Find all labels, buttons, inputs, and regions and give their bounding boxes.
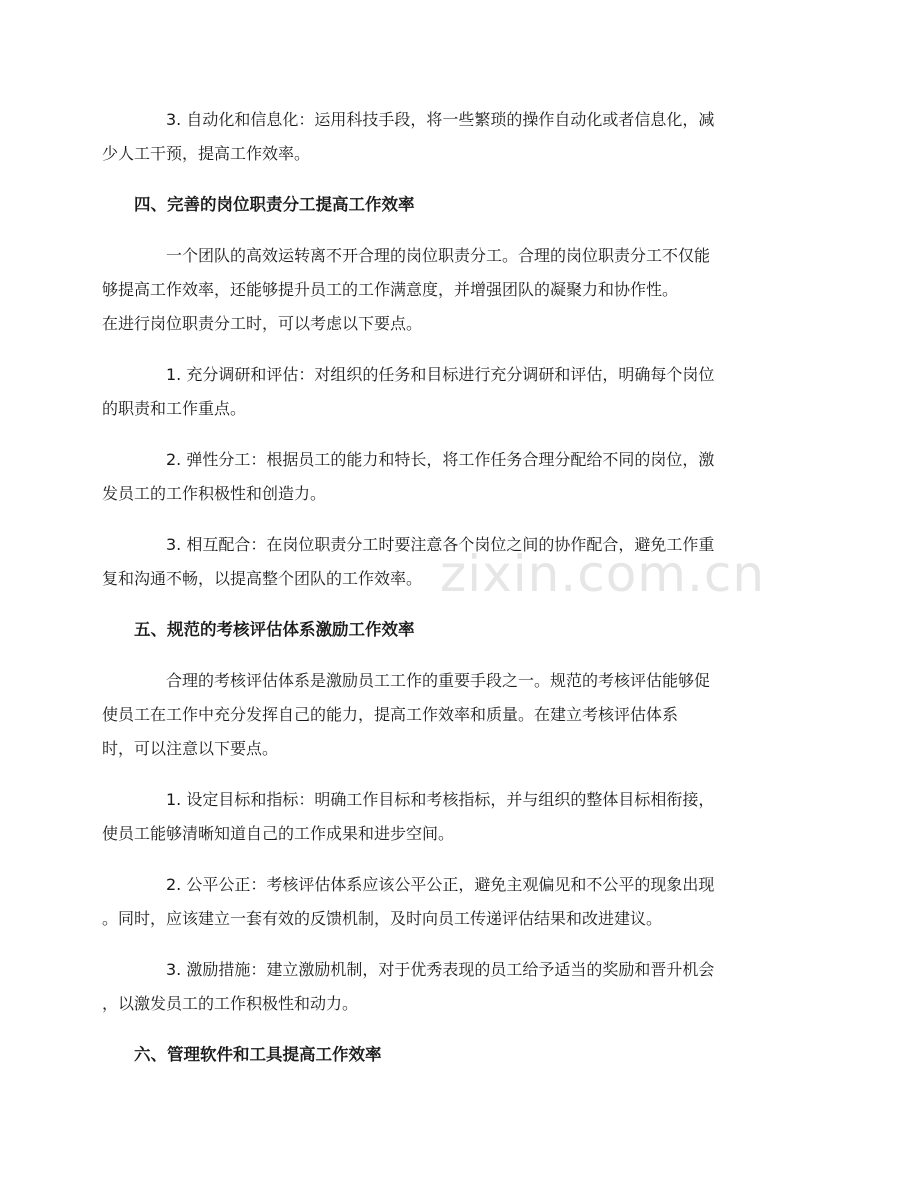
text-line: 3. 激励措施：建立激励机制，对于优秀表现的员工给予适当的奖励和晋升机会 <box>166 960 715 979</box>
text-line: 复和沟通不畅，以提高整个团队的工作效率。 <box>102 569 423 588</box>
text-line: 时，可以注意以下要点。 <box>102 739 279 758</box>
paragraph <box>102 103 788 171</box>
text-line: 1. 充分调研和评估：对组织的任务和目标进行充分调研和评估，明确每个岗位 <box>166 365 715 384</box>
text-line: 五、规范的考核评估体系激励工作效率 <box>134 620 415 639</box>
text-line: 使员工能够清晰知道自己的工作成果和进步空间。 <box>102 824 455 843</box>
section-heading <box>134 188 788 222</box>
text-line: 2. 公平公正：考核评估体系应该公平公正，避免主观偏见和不公平的现象出现 <box>166 875 715 894</box>
text-line: 少人工干预，提高工作效率。 <box>102 144 311 163</box>
text-line: 发员工的工作积极性和创造力。 <box>102 484 327 503</box>
text-line: 在进行岗位职责分工时，可以考虑以下要点。 <box>102 314 423 333</box>
paragraph <box>102 783 788 851</box>
paragraph <box>102 358 788 426</box>
text-line: 一个团队的高效运转离不开合理的岗位职责分工。合理的岗位职责分工不仅能 <box>166 246 711 265</box>
text-line: 3. 相互配合：在岗位职责分工时要注意各个岗位之间的协作配合，避免工作重 <box>166 535 715 554</box>
watermark: zixin.com.cn <box>440 545 766 603</box>
paragraph <box>102 953 788 1021</box>
text-line: 2. 弹性分工：根据员工的能力和特长，将工作任务合理分配给不同的岗位，激 <box>166 450 715 469</box>
text-line: 六、管理软件和工具提高工作效率 <box>134 1045 382 1064</box>
paragraph <box>102 239 788 341</box>
text-line: 。同时，应该建立一套有效的反馈机制，及时向员工传递评估结果和改进建议。 <box>102 909 663 928</box>
section-heading <box>134 613 788 647</box>
text-line: 使员工在工作中充分发挥自己的能力，提高工作效率和质量。在建立考核评估体系 <box>102 705 679 724</box>
text-line: 够提高工作效率，还能够提升员工的工作满意度，并增强团队的凝聚力和协作性。 <box>102 280 679 299</box>
text-line: 合理的考核评估体系是激励员工工作的重要手段之一。规范的考核评估能够促 <box>166 671 711 690</box>
section-heading <box>134 1038 788 1072</box>
paragraph <box>102 664 788 766</box>
paragraph <box>102 868 788 936</box>
paragraph <box>102 443 788 511</box>
paragraph <box>102 528 788 596</box>
text-line: ，以激发员工的工作积极性和动力。 <box>102 994 359 1013</box>
text-line: 3. 自动化和信息化：运用科技手段，将一些繁琐的操作自动化或者信息化，减 <box>166 110 715 129</box>
text-line: 的职责和工作重点。 <box>102 399 247 418</box>
text-line: 1. 设定目标和指标：明确工作目标和考核指标，并与组织的整体目标相衔接， <box>166 790 715 809</box>
text-line: 四、完善的岗位职责分工提高工作效率 <box>134 195 415 214</box>
